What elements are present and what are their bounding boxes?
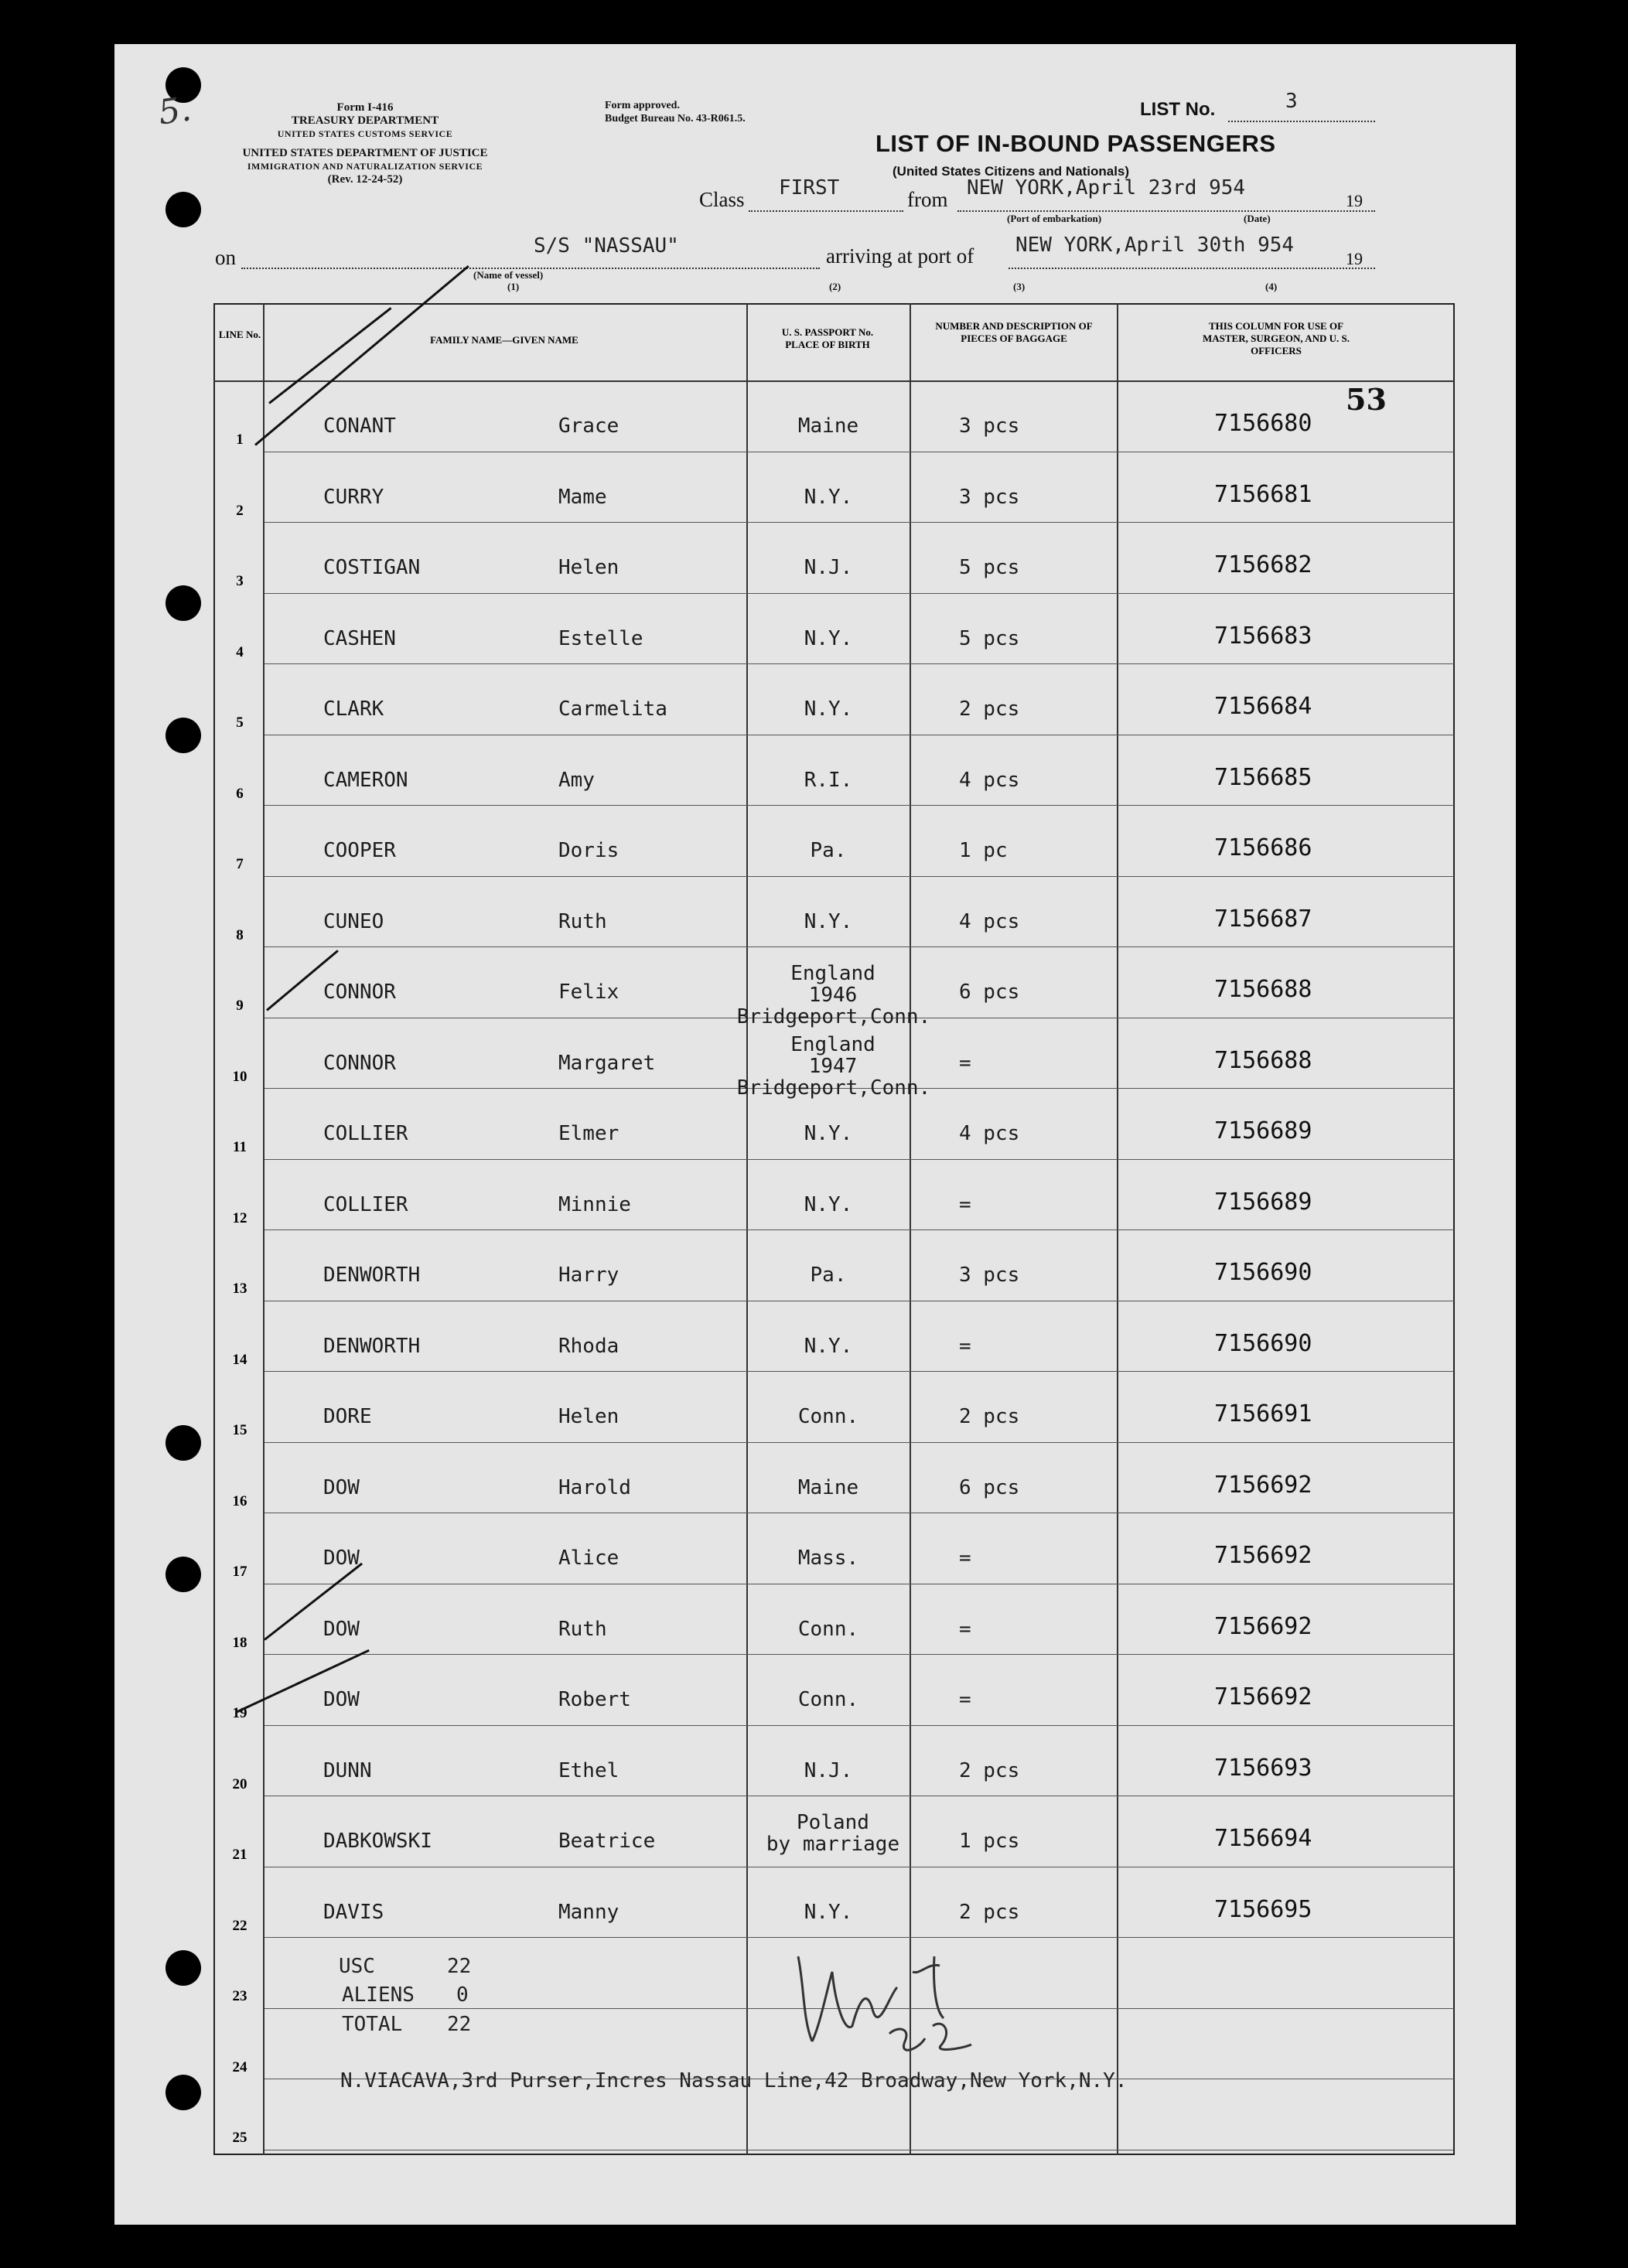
place-of-birth: Maine — [797, 1476, 859, 1499]
treasury-department: TREASURY DEPARTMENT — [291, 114, 439, 127]
form-identification — [203, 101, 527, 186]
given-name: Manny — [558, 1901, 619, 1924]
place-of-birth: N.Y. — [804, 1335, 853, 1358]
place-of-birth: Mass. — [797, 1547, 859, 1570]
given-name: Harry — [558, 1264, 619, 1287]
given-name: Alice — [558, 1547, 619, 1570]
baggage: 5 pcs — [959, 627, 1020, 650]
line-number: 10 — [232, 1069, 247, 1085]
header-officers-use: THIS COLUMN FOR USE OF MASTER, SURGEON, AND U. S. OFFICERS — [1203, 320, 1350, 356]
arriving-line — [1009, 268, 1375, 269]
family-name: CURRY — [323, 486, 384, 509]
total-value: 22 — [447, 2013, 472, 2036]
vessel-caption: (Name of vessel) — [473, 269, 544, 281]
family-name: CAMERON — [323, 769, 408, 792]
place-of-birth: Pa. — [810, 839, 847, 862]
page-mark: 53 — [1346, 382, 1387, 417]
family-name: CONNOR — [323, 1052, 396, 1075]
officer-number: 7156688 — [1214, 1047, 1312, 1074]
baggage: 1 pcs — [959, 1830, 1020, 1853]
page-title: LIST OF IN-BOUND PASSENGERS — [875, 130, 1276, 157]
page-subtitle: (United States Citizens and Nationals) — [892, 164, 1130, 179]
baggage: 2 pcs — [959, 697, 1020, 721]
line-number: 6 — [236, 786, 244, 802]
place-of-birth: Maine — [797, 414, 859, 438]
place-of-birth: N.Y. — [804, 1193, 853, 1216]
given-name: Estelle — [558, 627, 643, 650]
baggage: 3 pcs — [959, 1264, 1020, 1287]
baggage: 4 pcs — [959, 769, 1020, 792]
on-label: on — [215, 246, 236, 269]
place-of-birth: N.Y. — [804, 1122, 853, 1145]
family-name: CASHEN — [323, 627, 396, 650]
line-number: 4 — [236, 644, 244, 660]
row-rule — [265, 1654, 1454, 1655]
place-of-birth: N.J. — [804, 556, 853, 579]
family-name: COOPER — [323, 839, 396, 862]
binder-hole — [166, 1950, 201, 1986]
list-number-line — [1228, 121, 1375, 122]
port-caption: (Port of embarkation) — [1007, 213, 1102, 224]
class-value: FIRST — [779, 176, 840, 200]
family-name: DOW — [323, 1618, 360, 1641]
place-of-birth: England — [790, 1033, 875, 1056]
family-name: DABKOWSKI — [323, 1830, 432, 1853]
line-number: 14 — [232, 1352, 247, 1368]
officer-number: 7156684 — [1214, 693, 1312, 720]
baggage: 1 pc — [959, 839, 1008, 862]
column-2-caption: (2) — [829, 281, 841, 292]
place-of-birth-line3: Bridgeport,Conn. — [736, 1005, 931, 1028]
row-rule — [265, 805, 1454, 806]
family-name: CUNEO — [323, 910, 384, 933]
baggage: 5 pcs — [959, 556, 1020, 579]
row-rule — [265, 876, 1454, 877]
row-rule — [265, 1725, 1454, 1726]
row-rule — [265, 1159, 1454, 1160]
customs-service: UNITED STATES CUSTOMS SERVICE — [277, 128, 453, 139]
family-name: COLLIER — [323, 1193, 408, 1216]
baggage: = — [959, 1052, 971, 1075]
place-of-birth-line2: by marriage — [766, 1833, 900, 1856]
given-name: Ruth — [558, 910, 607, 933]
family-name: CLARK — [323, 697, 384, 721]
family-name: COLLIER — [323, 1122, 408, 1145]
row-rule — [265, 1442, 1454, 1443]
place-of-birth: R.I. — [804, 769, 853, 792]
binder-hole — [166, 1425, 201, 1461]
family-name: DOW — [323, 1547, 360, 1570]
family-name: COSTIGAN — [323, 556, 421, 579]
given-name: Robert — [558, 1688, 631, 1711]
baggage: = — [959, 1547, 971, 1570]
place-of-birth: Poland — [797, 1811, 869, 1834]
date-caption: (Date) — [1244, 213, 1271, 224]
given-name: Beatrice — [558, 1830, 656, 1853]
from-value: NEW YORK,April 23rd 954 — [967, 176, 1246, 200]
binder-hole — [166, 585, 201, 621]
class-label: Class — [699, 188, 745, 211]
line-number: 22 — [232, 1918, 247, 1934]
officer-number: 7156692 — [1214, 1613, 1312, 1640]
place-of-birth: England — [790, 962, 875, 985]
form-number: Form I-416 — [336, 101, 394, 114]
line-number: 7 — [236, 856, 244, 872]
from-label: from — [907, 188, 948, 211]
line-number: 24 — [232, 2059, 247, 2075]
line-number: 8 — [236, 927, 244, 943]
baggage: = — [959, 1193, 971, 1216]
baggage: 6 pcs — [959, 1476, 1020, 1499]
baggage: = — [959, 1618, 971, 1641]
officer-number: 7156689 — [1214, 1189, 1312, 1216]
baggage: = — [959, 1688, 971, 1711]
officer-number: 7156685 — [1214, 764, 1312, 791]
line-number: 20 — [232, 1776, 247, 1792]
officer-number: 7156692 — [1214, 1683, 1312, 1710]
baggage: 2 pcs — [959, 1405, 1020, 1428]
class-line — [749, 210, 903, 212]
baggage: 4 pcs — [959, 1122, 1020, 1145]
place-of-birth-line2: 1946 — [808, 984, 858, 1007]
list-number-label: LIST No. — [1140, 99, 1216, 120]
binder-hole — [166, 2075, 201, 2110]
family-name: CONANT — [323, 414, 396, 438]
binder-hole — [166, 192, 201, 227]
line-number: 17 — [232, 1564, 247, 1580]
family-name: DENWORTH — [323, 1335, 421, 1358]
officer-number: 7156688 — [1214, 976, 1312, 1003]
line-number: 3 — [236, 573, 244, 589]
list-number-value: 3 — [1285, 90, 1298, 113]
officer-number: 7156683 — [1214, 622, 1312, 650]
row-rule — [265, 593, 1454, 594]
vessel-value: S/S "NASSAU" — [534, 234, 679, 257]
line-number: 23 — [232, 1988, 247, 2004]
officer-number: 7156686 — [1214, 834, 1312, 861]
given-name: Helen — [558, 556, 619, 579]
officer-number: 7156695 — [1214, 1896, 1312, 1923]
family-name: DORE — [323, 1405, 372, 1428]
header-family-given-name: FAMILY NAME—GIVEN NAME — [430, 334, 579, 346]
given-name: Grace — [558, 414, 619, 438]
place-of-birth-line3: Bridgeport,Conn. — [736, 1076, 931, 1100]
officer-number: 7156690 — [1214, 1330, 1312, 1357]
given-name: Ethel — [558, 1759, 619, 1782]
officer-number: 7156689 — [1214, 1117, 1312, 1144]
family-name: DENWORTH — [323, 1264, 421, 1287]
officer-number: 7156690 — [1214, 1259, 1312, 1286]
baggage: = — [959, 1335, 971, 1358]
form-revision: (Rev. 12-24-52) — [327, 173, 403, 186]
usc-value: 22 — [447, 1955, 472, 1978]
arriving-value: NEW YORK,April 30th 954 — [1015, 234, 1295, 257]
header-line-number: LINE No. — [218, 329, 261, 340]
form-approved: Form approved. — [605, 100, 680, 111]
given-name: Mame — [558, 486, 607, 509]
given-name: Harold — [558, 1476, 631, 1499]
handwritten-signature — [781, 1941, 1044, 2065]
binder-hole — [166, 1557, 201, 1592]
line-number: 2 — [236, 503, 244, 519]
aliens-label: ALIENS — [342, 1983, 415, 2007]
header-divider — [213, 380, 1455, 382]
place-of-birth-line2: 1947 — [808, 1055, 858, 1078]
baggage: 6 pcs — [959, 981, 1020, 1004]
justice-department: UNITED STATES DEPARTMENT OF JUSTICE — [242, 147, 488, 159]
given-name: Minnie — [558, 1193, 631, 1216]
binder-hole — [166, 718, 201, 753]
place-of-birth: N.Y. — [804, 1901, 853, 1924]
officer-number: 7156693 — [1214, 1755, 1312, 1782]
place-of-birth: N.Y. — [804, 627, 853, 650]
aliens-value: 0 — [456, 1983, 469, 2007]
line-number: 9 — [236, 998, 244, 1014]
arriving-label: arriving at port of — [826, 244, 974, 268]
column-1-caption: (1) — [507, 281, 520, 292]
given-name: Helen — [558, 1405, 619, 1428]
family-name: DOW — [323, 1476, 360, 1499]
place-of-birth: Conn. — [797, 1618, 859, 1641]
immigration-service: IMMIGRATION AND NATURALIZATION SERVICE — [247, 161, 483, 172]
row-rule — [265, 663, 1454, 664]
row-rule — [265, 1937, 1454, 1938]
purser-statement: N.VIACAVA,3rd Purser,Incres Nassau Line,42 Broadway,New York,N.Y. — [340, 2069, 1128, 2092]
place-of-birth: N.Y. — [804, 486, 853, 509]
officer-number: 7156694 — [1214, 1825, 1312, 1852]
family-name: DAVIS — [323, 1901, 384, 1924]
line-number: 15 — [232, 1422, 247, 1438]
line-number: 5 — [236, 715, 244, 731]
officer-number: 7156681 — [1214, 481, 1312, 508]
given-name: Elmer — [558, 1122, 619, 1145]
given-name: Ruth — [558, 1618, 607, 1641]
form-approval — [605, 99, 746, 125]
line-number: 13 — [232, 1281, 247, 1297]
given-name: Rhoda — [558, 1335, 619, 1358]
from-year-prefix: 19 — [1346, 191, 1363, 210]
family-name: CONNOR — [323, 981, 396, 1004]
given-name: Carmelita — [558, 697, 667, 721]
line-number: 11 — [233, 1139, 247, 1155]
header-passport-birthplace: U. S. PASSPORT No. PLACE OF BIRTH — [781, 326, 874, 350]
officer-number: 7156680 — [1214, 410, 1312, 437]
column-4-caption: (4) — [1265, 281, 1278, 292]
row-rule — [265, 1371, 1454, 1372]
officer-number: 7156682 — [1214, 551, 1312, 578]
line-number: 16 — [232, 1493, 247, 1509]
line-number: 19 — [232, 1705, 247, 1721]
row-rule — [265, 1229, 1454, 1230]
place-of-birth: Conn. — [797, 1688, 859, 1711]
baggage: 3 pcs — [959, 486, 1020, 509]
usc-label: USC — [339, 1955, 375, 1978]
officer-number: 7156692 — [1214, 1542, 1312, 1569]
place-of-birth: N.Y. — [804, 910, 853, 933]
line-number: 25 — [232, 2130, 247, 2146]
arriving-year-prefix: 19 — [1346, 249, 1363, 268]
baggage: 2 pcs — [959, 1759, 1020, 1782]
line-number: 21 — [232, 1847, 247, 1863]
row-rule — [265, 946, 1454, 947]
baggage: 3 pcs — [959, 414, 1020, 438]
margin-mark: 5. — [155, 89, 194, 133]
given-name: Margaret — [558, 1052, 656, 1075]
officer-number: 7156692 — [1214, 1472, 1312, 1499]
place-of-birth: N.J. — [804, 1759, 853, 1782]
place-of-birth: N.Y. — [804, 697, 853, 721]
officer-number: 7156691 — [1214, 1400, 1312, 1427]
given-name: Doris — [558, 839, 619, 862]
baggage: 4 pcs — [959, 910, 1020, 933]
family-name: DOW — [323, 1688, 360, 1711]
row-rule — [265, 522, 1454, 523]
column-3-caption: (3) — [1013, 281, 1026, 292]
budget-bureau-number: Budget Bureau No. 43-R061.5. — [605, 113, 746, 124]
line-number: 1 — [236, 431, 244, 448]
given-name: Felix — [558, 981, 619, 1004]
total-label: TOTAL — [342, 2013, 403, 2036]
given-name: Amy — [558, 769, 595, 792]
header-baggage: NUMBER AND DESCRIPTION OF PIECES OF BAGGAGE — [935, 320, 1093, 344]
family-name: DUNN — [323, 1759, 372, 1782]
from-line — [957, 210, 1375, 212]
officer-number: 7156687 — [1214, 905, 1312, 933]
place-of-birth: Conn. — [797, 1405, 859, 1428]
line-number: 18 — [232, 1635, 247, 1651]
line-number: 12 — [232, 1210, 247, 1226]
baggage: 2 pcs — [959, 1901, 1020, 1924]
place-of-birth: Pa. — [810, 1264, 847, 1287]
